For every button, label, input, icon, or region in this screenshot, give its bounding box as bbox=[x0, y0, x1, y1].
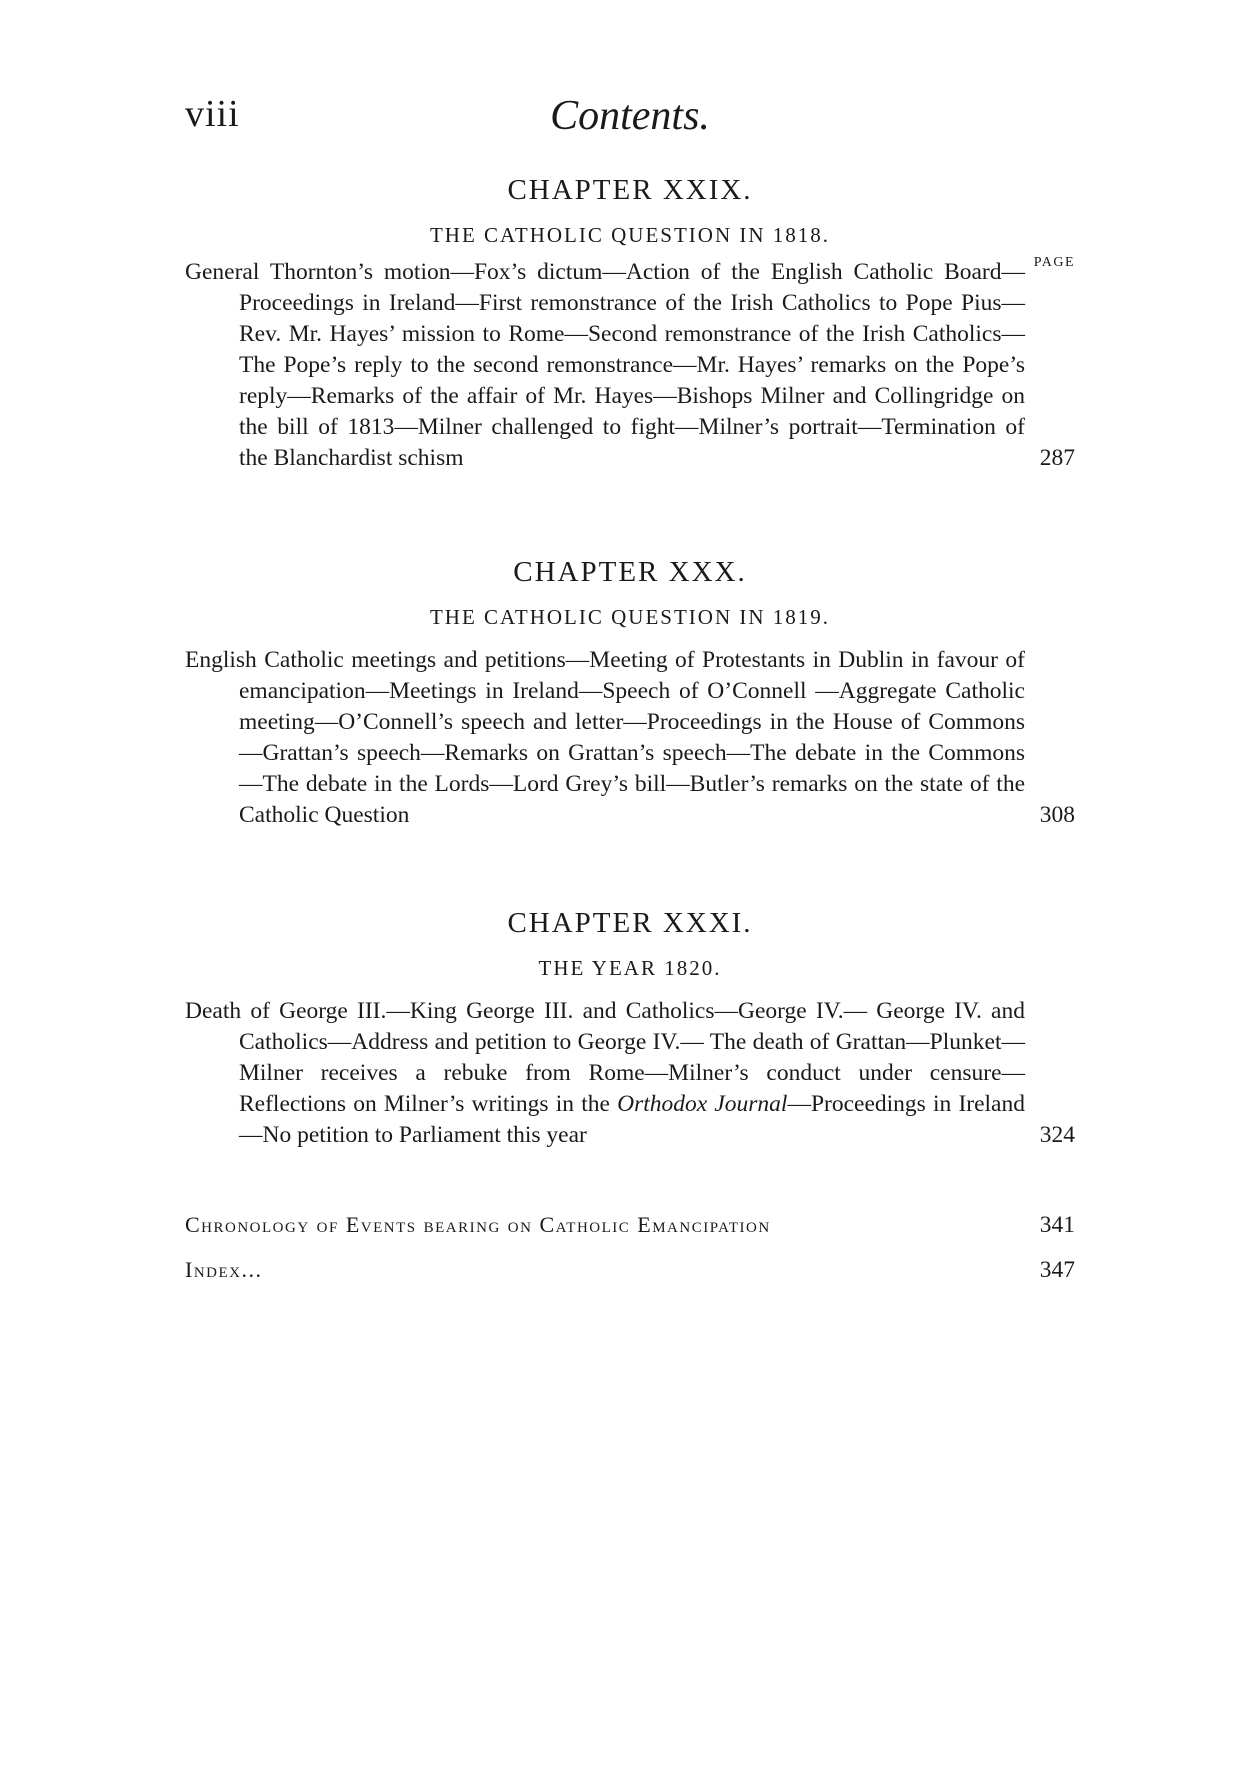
chapter-summary-row bbox=[185, 645, 1075, 831]
chapter-page-number: 324 bbox=[1039, 1122, 1075, 1148]
chapter-section bbox=[185, 173, 1075, 474]
chapter-summary: General Thornton’s motion—Fox’s dictum—Action of the English Catholic Board—Proceedings in Ireland—First remonstrance of the Irish Catholics to Pope Pius—Rev. Mr. Hayes’ mission to Rome—Second remonstrance of the Irish Catholics—The Pope’s reply to the second remonstrance—Mr. Hayes’ remarks on the Pope’s reply—Remarks of the affair of Mr. Hayes—Bishops Milner and Collingridge on the bill of 1813—Milner challenged to fight—Milner’s portrait—Termination of the Blanchardist schism bbox=[185, 259, 1025, 471]
page-column-label: PAGE bbox=[1033, 255, 1075, 270]
toc-entry-label: Index... bbox=[185, 1257, 263, 1282]
chapter-page-number: 287 bbox=[1039, 445, 1075, 471]
chapter-section bbox=[185, 906, 1075, 1151]
summary-text: Death of George III.—King George III. and Catholics—George IV.— George IV. and Catholics—Address and petition to George IV.— The death of Grattan—Plunket—Milner receives a rebuke from Rome—Milner’s conduct under censure—Reflections on Milner’s writings in the bbox=[185, 998, 1025, 1117]
running-head: Contents. bbox=[550, 93, 710, 139]
toc-entry-page: 341 bbox=[1039, 1212, 1075, 1238]
chapter-title: CHAPTER XXX. bbox=[513, 556, 747, 588]
chapter-subtitle: THE CATHOLIC QUESTION IN 1818. bbox=[429, 223, 831, 247]
chapter-summary bbox=[185, 996, 1025, 1151]
journal-title: Orthodox Journal bbox=[617, 1091, 788, 1117]
toc-entry-index bbox=[185, 1255, 1075, 1285]
chapter-summary-row bbox=[185, 257, 1075, 474]
chapter-summary-row bbox=[185, 996, 1075, 1151]
chapter-page-number: 308 bbox=[1039, 802, 1075, 828]
toc-entry-page: 347 bbox=[1039, 1257, 1075, 1283]
chapter-subtitle: THE CATHOLIC QUESTION IN 1819. bbox=[429, 605, 831, 629]
chapter-subtitle: THE YEAR 1820. bbox=[538, 956, 722, 980]
chapter-summary: English Catholic meetings and petitions—Meeting of Protestants in Dublin in favour of emancipation—Meetings in Ireland—Speech of O’Connell —Aggregate Catholic meeting—O’Connell’s speech and letter—Proceedings in the House of Commons—Grattan’s speech—Remarks on Grattan’s speech—The debate in the Commons—The debate in the Lords—Lord Grey’s bill—Butler’s remarks on the state of the Catholic Question bbox=[185, 647, 1025, 828]
summary-text: —Proceedings in Ireland—No petition to Parliament this year bbox=[239, 1091, 1025, 1148]
toc-entry-label: Chronology of Events bearing on Catholic Emancipation bbox=[185, 1212, 771, 1237]
page-number: viii bbox=[185, 93, 240, 135]
chapter-title: CHAPTER XXIX. bbox=[507, 174, 753, 206]
chapter-section bbox=[185, 555, 1075, 831]
toc-entry-chronology bbox=[185, 1210, 1075, 1240]
chapter-title: CHAPTER XXXI. bbox=[507, 907, 753, 939]
